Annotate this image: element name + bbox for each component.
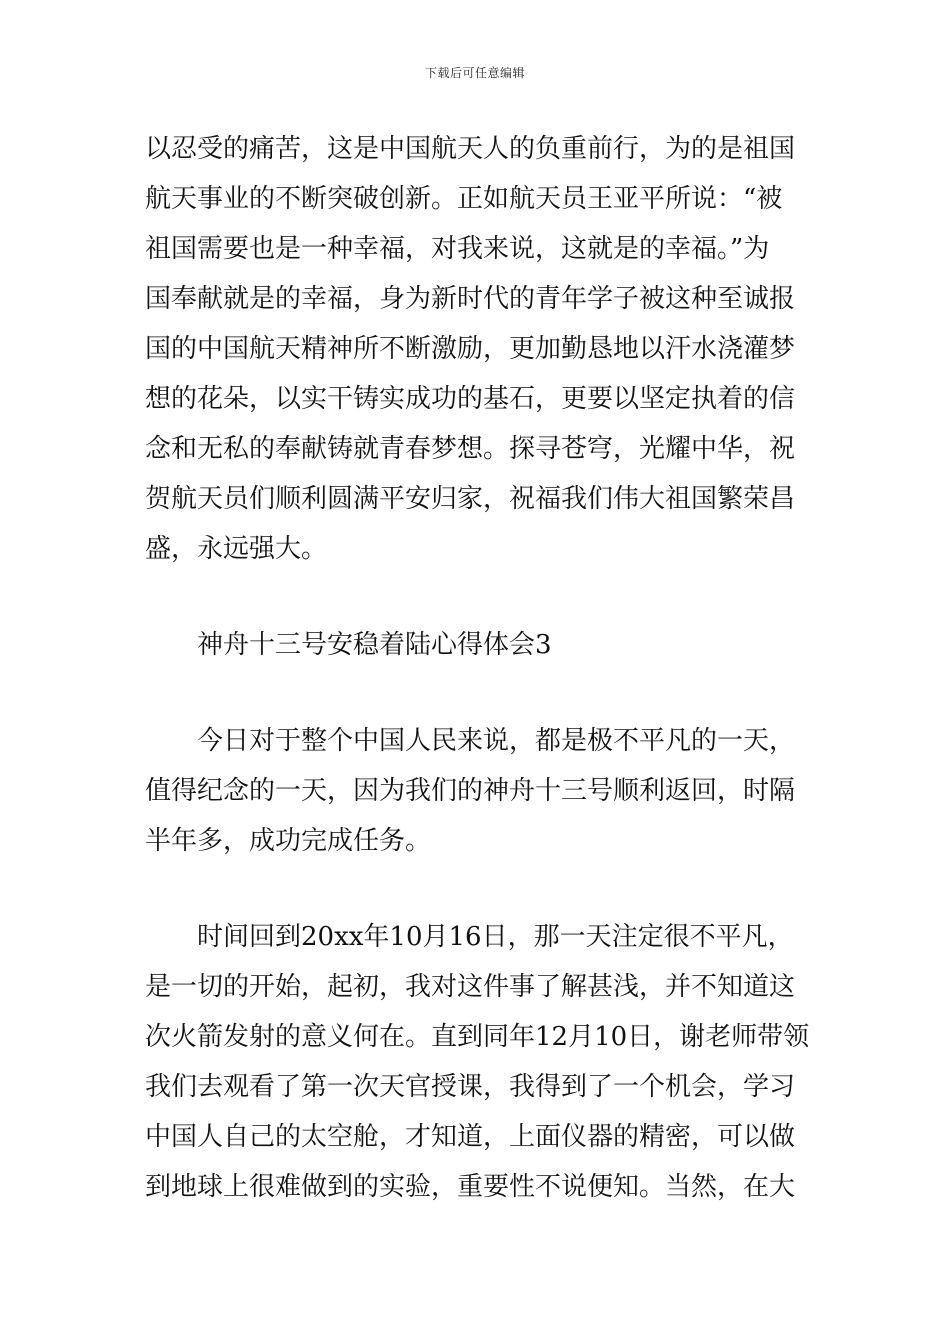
text-line: 祖国需要也是一种幸福，对我来说，这就是的幸福。”为 [145, 234, 770, 264]
heading-text: 神舟十三号安稳着陆心得体会3 [197, 630, 552, 660]
text-line: 盛，永远强大。 [145, 534, 328, 564]
paragraph-3 [145, 912, 810, 1212]
paragraph-spacer [145, 866, 807, 912]
text-line: 次火箭发射的意义何在。直到同年12月10日，谢老师带领 [145, 1022, 810, 1052]
text-line: 航天事业的不断突破创新。正如航天员王亚平所说：“被 [145, 184, 783, 214]
text-line: 到地球上很难做到的实验，重要性不说便知。当然，在大 [145, 1172, 796, 1202]
text-line: 今日对于整个中国人民来说，都是极不平凡的一天， [197, 726, 796, 756]
text-line: 念和无私的奉献铸就青春梦想。探寻苍穹，光耀中华，祝 [145, 434, 796, 464]
text-line: 是一切的开始，起初，我对这件事了解甚浅，并不知道这 [145, 972, 796, 1002]
text-line: 想的花朵，以实干铸实成功的基石，更要以坚定执着的信 [145, 384, 796, 414]
text-line: 半年多，成功完成任务。 [145, 826, 432, 856]
document-body [145, 124, 810, 1212]
text-line: 我们去观看了第一次天官授课，我得到了一个机会，学习 [145, 1072, 796, 1102]
page-header: 下载后可任意编辑 [424, 66, 525, 80]
text-line: 以忍受的痛苦，这是中国航天人的负重前行，为的是祖国 [145, 134, 796, 164]
text-line: 国的中国航天精神所不断激励，更加勤恳地以汗水浇灌梦 [145, 334, 796, 364]
paragraph-1 [145, 124, 807, 574]
text-line: 值得纪念的一天，因为我们的神舟十三号顺利返回，时隔 [145, 776, 796, 806]
text-line: 时间回到20xx年10月16日，那一天注定很不平凡， [197, 922, 794, 952]
paragraph-spacer [145, 670, 807, 716]
text-line: 贺航天员们顺利圆满平安归家，祝福我们伟大祖国繁荣昌 [145, 484, 796, 514]
text-line: 国奉献就是的幸福，身为新时代的青年学子被这种至诚报 [145, 284, 796, 314]
section-heading [145, 620, 807, 670]
paragraph-spacer [145, 574, 807, 620]
text-line: 中国人自己的太空舱，才知道，上面仪器的精密，可以做 [145, 1122, 796, 1152]
paragraph-2 [145, 716, 807, 866]
